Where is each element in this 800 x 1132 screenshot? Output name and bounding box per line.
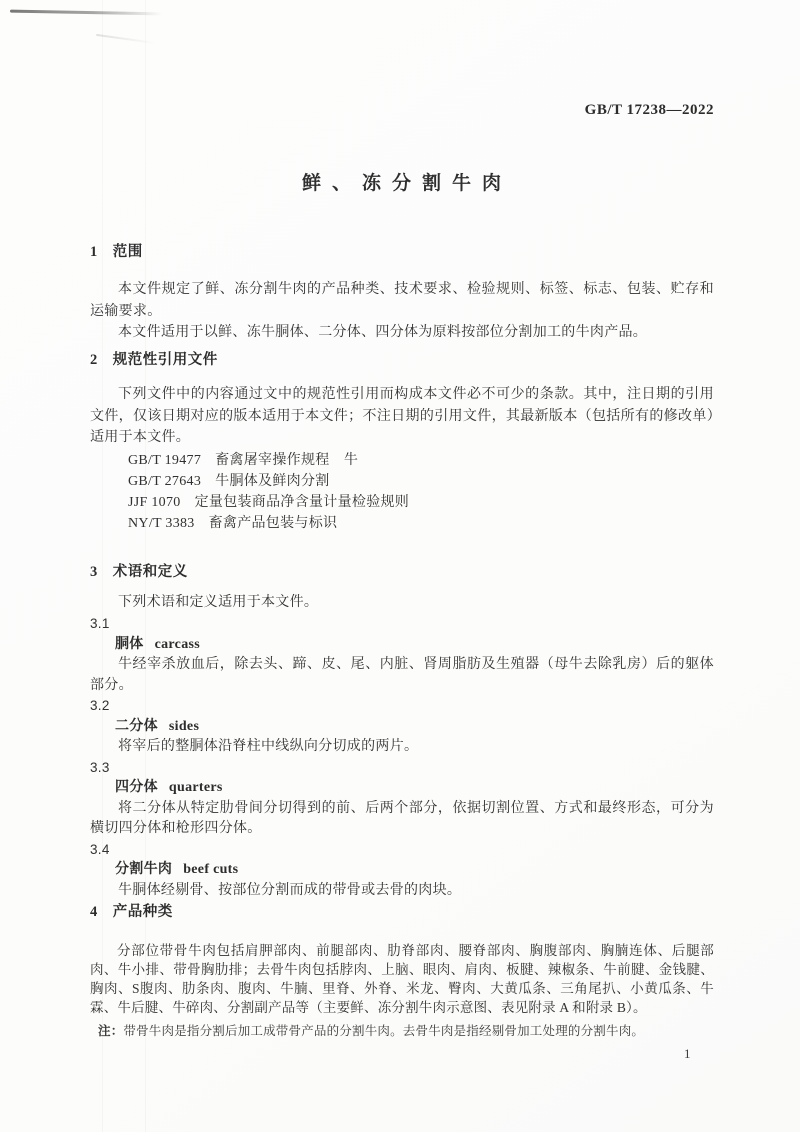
doc-title: 鲜、冻分割牛肉 (301, 173, 512, 194)
page-number: 1 (684, 1046, 691, 1061)
section-number: 4 (90, 904, 98, 920)
reference-item (128, 450, 714, 471)
section-heading-normative-references (90, 348, 714, 369)
term-name (115, 635, 714, 656)
term-cn: 四分体 (115, 780, 158, 795)
terms-intro: 下列术语和定义适用于本文件。 (118, 595, 319, 610)
term-en: beef cuts (183, 862, 239, 877)
term-en: quarters (168, 780, 223, 795)
term-entry (90, 758, 714, 840)
terms-list (90, 614, 714, 901)
reference-list (90, 450, 714, 534)
term-entry (90, 614, 714, 696)
reference-item (128, 492, 714, 513)
section-title: 术语和定义 (112, 564, 188, 580)
term-en: sides (168, 718, 200, 734)
term-name (115, 778, 714, 799)
section-number: 3 (90, 564, 98, 580)
reference-name: 畜禽产品包装与标识 (208, 516, 338, 531)
reference-item (128, 471, 714, 492)
doc-number: GB/T 17238—2022 (584, 102, 714, 118)
term-number: 3.4 (90, 841, 110, 857)
note (98, 1021, 714, 1039)
section-number: 2 (90, 352, 98, 368)
paragraph-scope-2: 本文件适用于以鲜、冻牛胴体、二分体、四分体为原料按部位分割加工的牛肉产品。 (118, 325, 648, 340)
scan-artifact-streak-small (96, 34, 156, 44)
section-heading-product-categories (90, 900, 714, 921)
term-definition: 牛胴体经剔骨、按部位分割而成的带骨或去骨的肉块。 (118, 882, 462, 898)
reference-code: GB/T 27643 (128, 474, 202, 489)
term-number: 3.1 (90, 616, 110, 631)
reference-code: GB/T 19477 (128, 453, 202, 468)
term-definition: 牛经宰杀放血后，除去头、蹄、皮、尾、内脏、肾周脂肪及生殖器（母牛去除乳房）后的躯体部分。 (90, 657, 714, 693)
note-label: 注： (98, 1024, 124, 1038)
term-en: carcass (154, 636, 200, 652)
section-title: 范围 (112, 244, 143, 260)
term-number: 3.3 (90, 759, 110, 775)
paragraph-normative-references: 下列文件中的内容通过文中的规范性引用而构成本文件必不可少的条款。其中，注日期的引用文件，仅该日期对应的版本适用于本文件；不注日期的引用文件，其最新版本（包括所有的修改单）适用于本文件。 (90, 387, 714, 445)
term-cn: 二分体 (115, 718, 158, 734)
term-name (115, 860, 714, 881)
term-definition: 将二分体从特定肋骨间分切得到的前、后两个部分，依据切割位置、方式和最终形态，可分为横切四分体和枪形四分体。 (90, 800, 714, 836)
section-heading-scope (90, 240, 714, 261)
reference-name: 畜禽屠宰操作规程 牛 (215, 453, 359, 468)
section-number: 1 (90, 244, 98, 260)
term-number: 3.2 (90, 698, 110, 713)
section-heading-terms (90, 560, 714, 581)
paragraph-product-categories: 分部位带骨牛肉包括肩胛部肉、前腿部肉、肋脊部肉、腰脊部肉、胸腹部肉、胸腩连体、后腿部肉、牛小排、带骨胸肋排；去骨牛肉包括脖肉、上脑、眼肉、肩肉、板腱、辣椒条、牛前腱、金钱腱、胸肉、S腹肉、肋条肉、腹肉、牛腩、里脊、外脊、米龙、臀肉、大黄瓜条、三角尾扒、小黄瓜条、牛霖、牛后腱、牛碎肉、分割副产品等（主要鲜、冻分割牛肉示意图、表见附录 A 和附录 B）。 (90, 943, 714, 1015)
reference-code: JJF 1070 (128, 495, 181, 510)
term-name (115, 717, 714, 738)
reference-item (128, 513, 714, 534)
reference-code: NY/T 3383 (128, 516, 195, 531)
section-title: 产品种类 (112, 904, 173, 920)
term-entry (90, 696, 714, 758)
note-text: 带骨牛肉是指分割后加工成带骨产品的分割牛肉。去骨牛肉是指经剔骨加工处理的分割牛肉。 (123, 1024, 645, 1038)
reference-name: 牛胴体及鲜肉分割 (215, 474, 330, 489)
term-cn: 分割牛肉 (115, 862, 173, 877)
term-definition: 将宰后的整胴体沿脊柱中线纵向分切成的两片。 (118, 739, 419, 754)
term-entry (90, 840, 714, 902)
section-title: 规范性引用文件 (112, 352, 218, 368)
scan-artifact-streak (10, 10, 162, 16)
term-cn: 胴体 (115, 636, 144, 652)
paragraph-scope-1: 本文件规定了鲜、冻分割牛肉的产品种类、技术要求、检验规则、标签、标志、包装、贮存和运输要求。 (90, 282, 714, 319)
reference-name: 定量包装商品净含量计量检验规则 (194, 495, 410, 510)
